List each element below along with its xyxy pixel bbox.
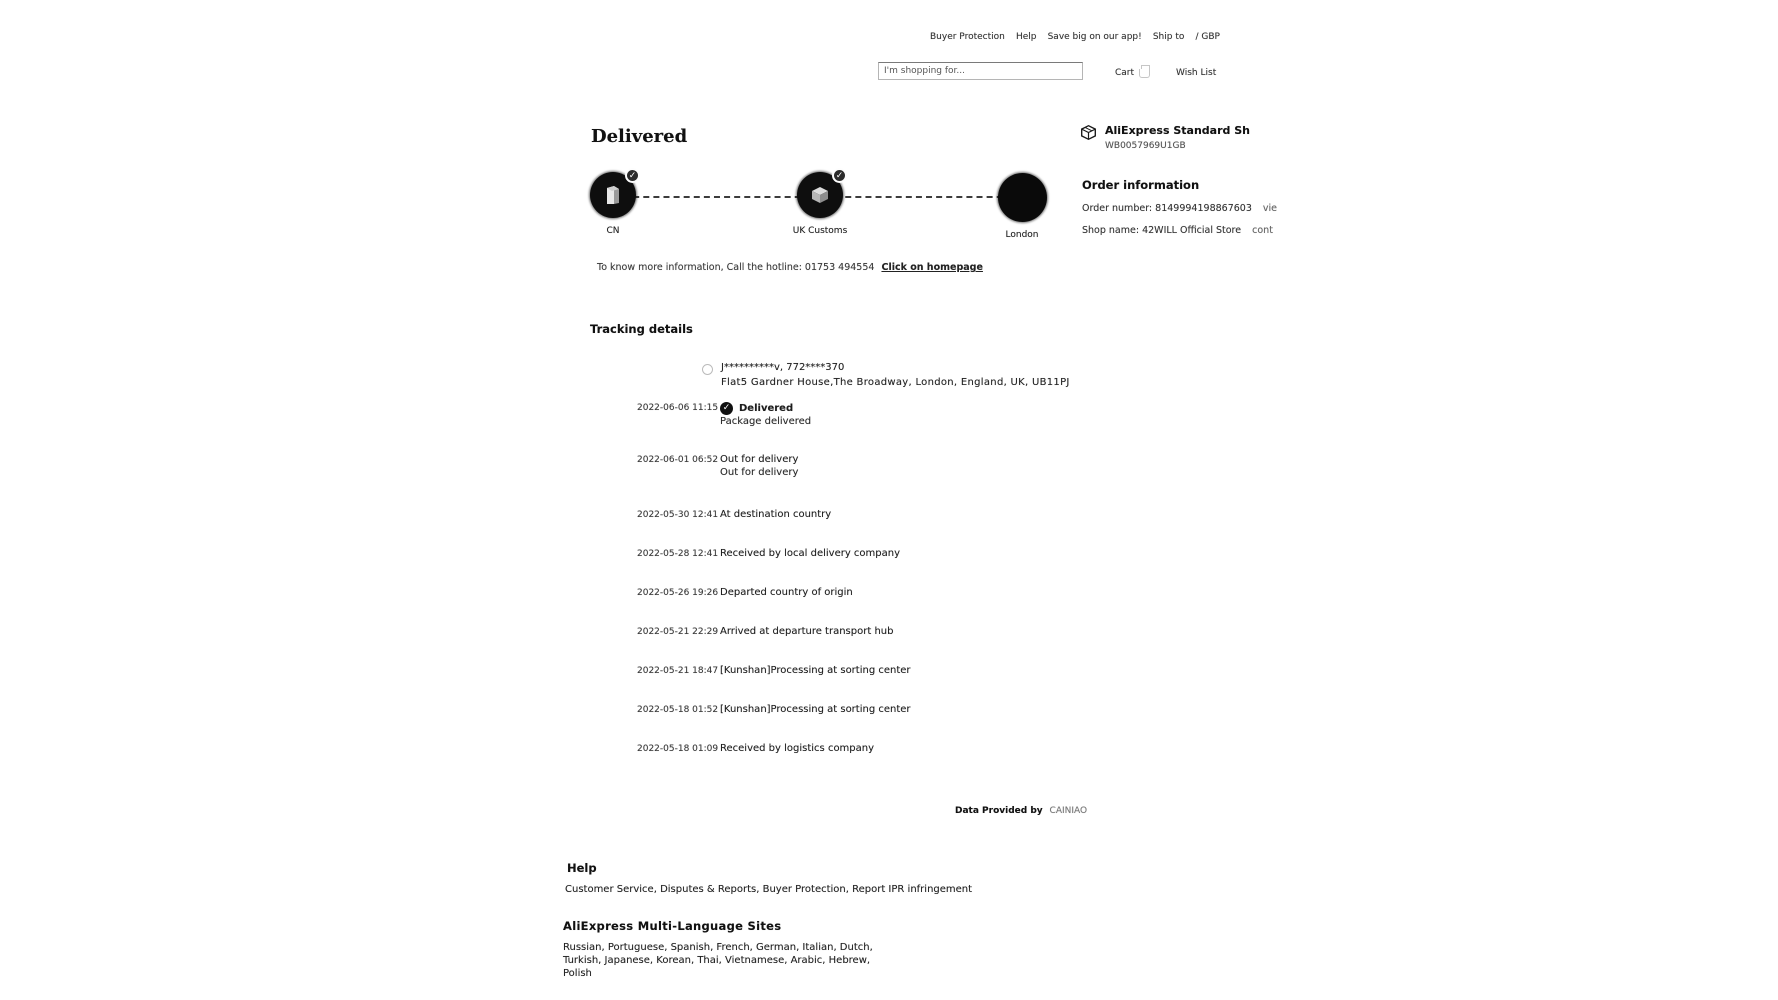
event-body [720,454,798,479]
shop-name-row [1082,225,1302,236]
event-time: 2022-05-21 22:29 [637,627,719,637]
carrier-panel [1080,124,1250,151]
shop-contact-link[interactable]: cont [1252,225,1273,236]
delivered-check-icon: ✓ [720,402,733,415]
origin-node-label: CN [606,226,620,236]
footer-language-links[interactable]: Russian, Portuguese, Spanish, French, German, Italian, Dutch, Turkish, Japanese, Korean, Thai, Vietnamese, Arabic, Hebrew, Polish [563,942,873,979]
event-status [720,454,798,466]
footer-help-title: Help [567,861,597,875]
event-status-text: Delivered [739,402,794,414]
order-number-label: Order number: [1082,203,1153,214]
package-icon [1080,124,1097,141]
recipient-line: J**********v, 772****370 [721,362,845,373]
nav-buyer-protection[interactable]: Buyer Protection [930,32,1005,42]
progress-node-destination [962,173,1082,240]
progress-node-origin [553,172,673,236]
event-body [720,402,811,428]
wishlist-link[interactable] [1176,68,1216,78]
order-number-row [1082,203,1302,214]
event-detail: Out for delivery [720,467,799,478]
check-icon: ✓ [625,168,640,183]
header-cart-area [1115,68,1216,78]
event-status: Arrived at departure transport hub [720,626,894,637]
event-status: Received by local delivery company [720,548,901,559]
nav-help[interactable]: Help [1015,32,1037,42]
shipment-status-title: Delivered [591,126,688,147]
customs-node-circle [797,172,843,218]
hotline-message: To know more information, Call the hotline: 01753 494554 [597,262,875,273]
destination-node-circle [998,173,1047,222]
address-line: Flat5 Gardner House,The Broadway, London, England, UK, UB11PJ [721,377,1070,388]
data-provider-note [955,806,1087,816]
cart-link[interactable] [1115,68,1150,78]
tracking-event [637,509,1057,521]
event-time: 2022-05-30 12:41 [637,510,719,520]
customs-node-label: UK Customs [792,226,848,236]
progress-node-customs [760,172,880,236]
tracking-event [637,402,1057,428]
top-nav [930,32,1220,42]
event-detail: Package delivered [720,416,812,427]
footer-sites-title: AliExpress Multi-Language Sites [563,919,782,933]
homepage-link[interactable]: Click on homepage [881,262,983,273]
carrier-info [1105,124,1250,151]
order-number-value: 8149994198867603 [1155,203,1252,214]
event-time: 2022-05-26 19:26 [637,588,719,598]
cart-icon [1139,69,1150,78]
shop-name-value[interactable]: 42WILL Official Store [1142,225,1242,236]
nav-ship-to[interactable]: Ship to [1152,32,1185,42]
tracking-timeline [637,402,1057,782]
tracking-details-title: Tracking details [590,322,693,336]
event-status: Received by logistics company [720,743,875,754]
footer-help-links[interactable]: Customer Service, Disputes & Reports, Buyer Protection, Report IPR infringement [565,884,973,895]
address-lines [721,362,1070,388]
data-provider-name: CAINIAO [1049,806,1088,816]
data-provided-label: Data Provided by [955,806,1043,816]
tracking-event [637,454,1057,479]
event-status: At destination country [720,509,832,520]
event-time: 2022-06-01 06:52 [637,455,719,465]
recipient-icon [702,364,713,375]
tracking-event [637,587,1057,599]
tracking-event [637,548,1057,560]
event-time: 2022-05-18 01:52 [637,705,719,715]
check-icon: ✓ [832,168,847,183]
order-info-panel [1082,178,1302,236]
event-time: 2022-05-18 01:09 [637,744,719,754]
tracking-event [637,704,1057,716]
hotline-text [597,262,983,273]
search-input[interactable] [878,62,1083,80]
nav-currency[interactable]: / GBP [1195,32,1220,42]
tracking-event [637,743,1057,755]
parcel-icon [807,182,833,208]
order-info-title: Order information [1082,178,1200,192]
event-time: 2022-05-28 12:41 [637,549,719,559]
event-status: Departed country of origin [720,587,853,598]
event-time: 2022-05-21 18:47 [637,666,719,676]
cart-label: Cart [1115,68,1135,78]
tracking-event [637,665,1057,677]
destination-node-label: London [1005,230,1039,240]
event-status: [Kunshan]Processing at sorting center [720,665,911,676]
event-status-text: Out for delivery [720,454,799,465]
event-status [720,402,811,415]
delivery-address-block [702,362,1070,388]
tracking-number: WB0057969U1GB [1105,141,1186,151]
shop-name-label: Shop name: [1082,225,1140,236]
event-time: 2022-06-06 11:15 [637,403,719,413]
order-view-link[interactable]: vie [1262,203,1278,214]
carrier-name: AliExpress Standard Sh [1105,124,1250,137]
event-status: [Kunshan]Processing at sorting center [720,704,911,715]
wishlist-label: Wish List [1176,68,1217,78]
tracking-event [637,626,1057,638]
origin-node-circle [590,172,636,218]
nav-app-promo[interactable]: Save big on our app! [1047,32,1142,42]
warehouse-icon [600,182,626,208]
